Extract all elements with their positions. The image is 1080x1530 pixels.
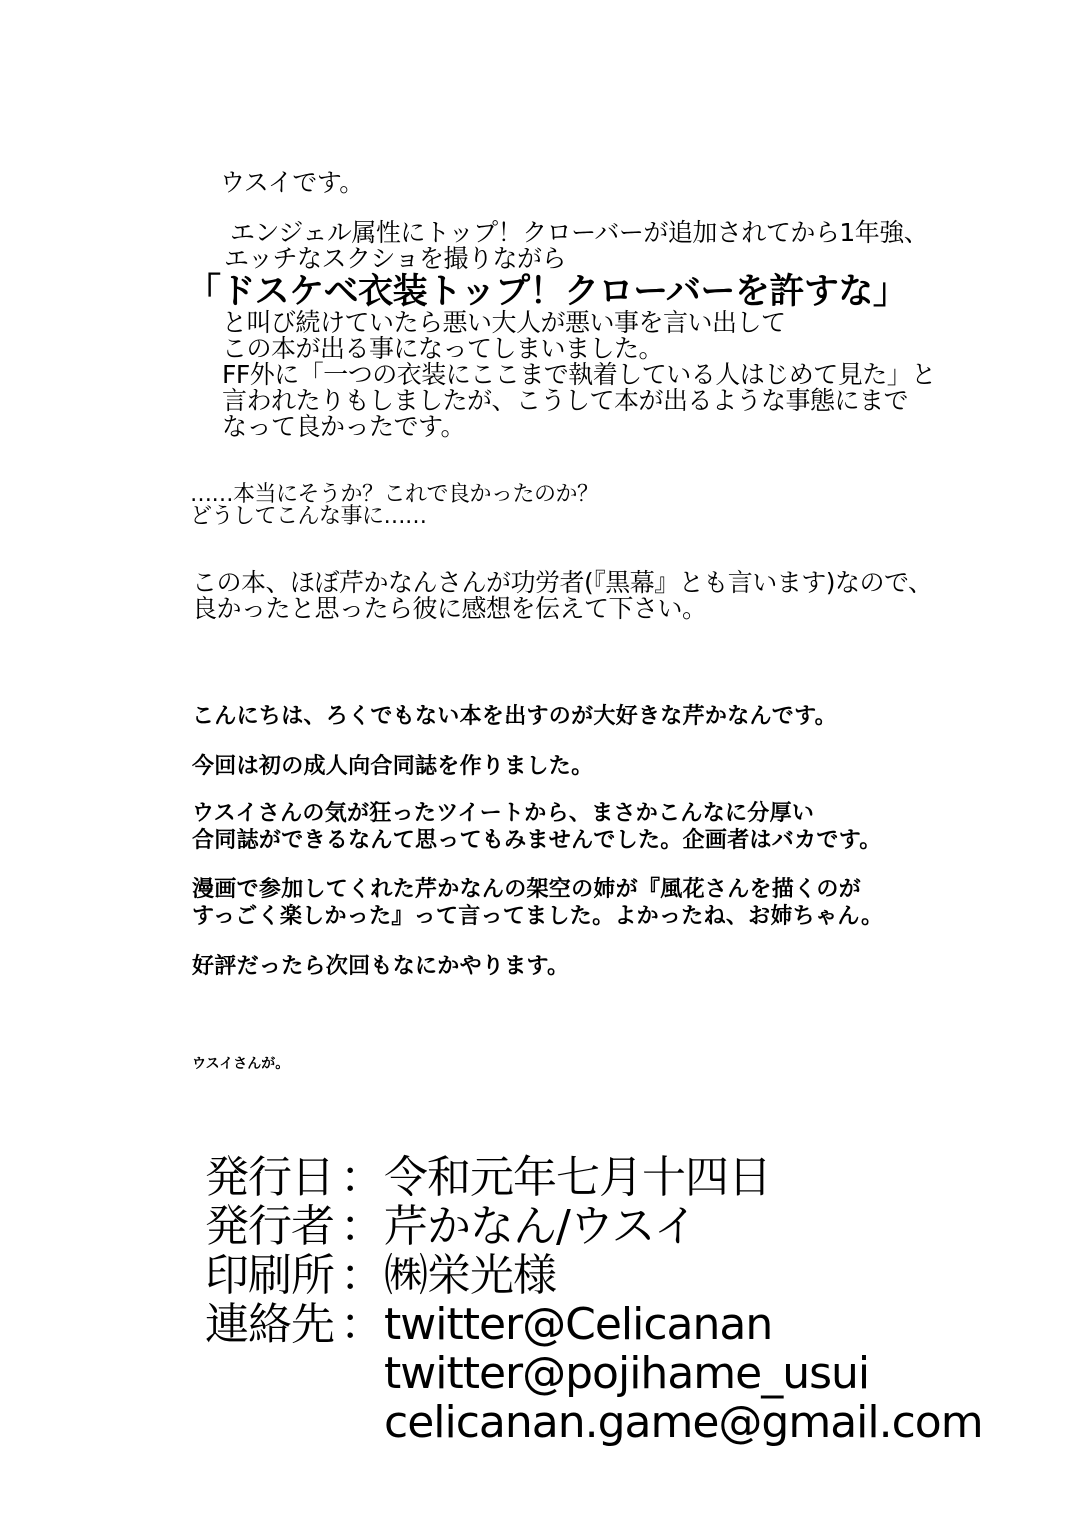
banner-quote: 「ドスケベ衣装トップ！クローバーを許すな」 [186,272,908,312]
separator: ： [340,1201,384,1252]
date-value: 令和元年七月十四日 [384,1152,771,1203]
text-line: 良かったと思ったら彼に感想を伝えて下さい。 [192,594,707,623]
colophon-date-row [205,1153,983,1202]
separator: ： [340,1152,384,1203]
text-line: エッチなスクショを撮りながら [224,244,567,273]
text-line: と叫び続けていたら悪い大人が悪い事を言い出して [222,308,786,337]
text-line: どうしてこんな事に…… [190,504,427,529]
text-line: エンジェル属性にトップ！クローバーが追加されてから1年強、 [230,218,929,247]
separator: ： [340,1250,384,1301]
contact-twitter-celicanan: twitter@Celicanan [384,1299,773,1350]
text-line: この本、ほぼ芹かなんさんが功労者(『黒幕』とも言います)なので、 [192,568,933,597]
colophon-publisher-row [205,1202,983,1251]
celicanan-paragraph-2: 今回は初の成人向合同誌を作りました。 [192,754,594,779]
usui-paragraph-4 [192,570,933,622]
signoff: ウスイさんが。 [192,1056,290,1072]
usui-paragraph-2 [222,310,936,440]
contact-twitter-usui: twitter@pojihame_usui [384,1348,870,1399]
colophon-contact-row [205,1300,983,1349]
colophon-printer-row [205,1251,983,1300]
usui-paragraph-3 [190,484,599,528]
text-line: FF外に「一つの衣装にここまで執着している人はじめて見た」と [222,360,936,389]
date-label: 発行日 [205,1152,334,1203]
text-line: ウスイさんの気が狂ったツイートから、まさかこんなに分厚い [192,801,815,826]
separator: ： [340,1299,384,1350]
colophon [205,1153,983,1447]
publisher-value: 芹かなん/ウスイ [384,1201,697,1252]
text-line: 漫画で参加してくれた芹かなんの架空の姉が『風花さんを描くのが [192,877,862,902]
text-line: すっごく楽しかった』って言ってました。よかったね、お姉ちゃん。 [192,904,884,929]
text-line: 合同誌ができるなんて思ってもみませんでした。企画者はバカです。 [192,828,882,853]
celicanan-paragraph-1: こんにちは、ろくでもない本を出すのが大好きな芹かなんです。 [192,704,837,729]
printer-value: ㈱栄光様 [384,1250,556,1301]
celicanan-paragraph-5: 好評だったら次回もなにかやります。 [192,954,570,979]
publisher-label: 発行者 [205,1201,334,1252]
printer-label: 印刷所 [205,1250,334,1301]
celicanan-paragraph-4 [192,876,883,930]
usui-paragraph-1 [224,218,929,273]
text-line: ……本当にそうか？これで良かったのか？ [190,482,599,507]
text-line: 言われたりもしましたが、こうして本が出るような事態にまで [222,386,909,415]
contact-label: 連絡先 [205,1299,334,1350]
contact-email: celicanan.game@gmail.com [384,1397,983,1448]
text-line: なって良かったです。 [222,412,466,441]
celicanan-paragraph-3 [192,800,882,854]
text-line: この本が出る事になってしまいました。 [222,334,664,363]
usui-greeting: ウスイです。 [220,168,364,197]
